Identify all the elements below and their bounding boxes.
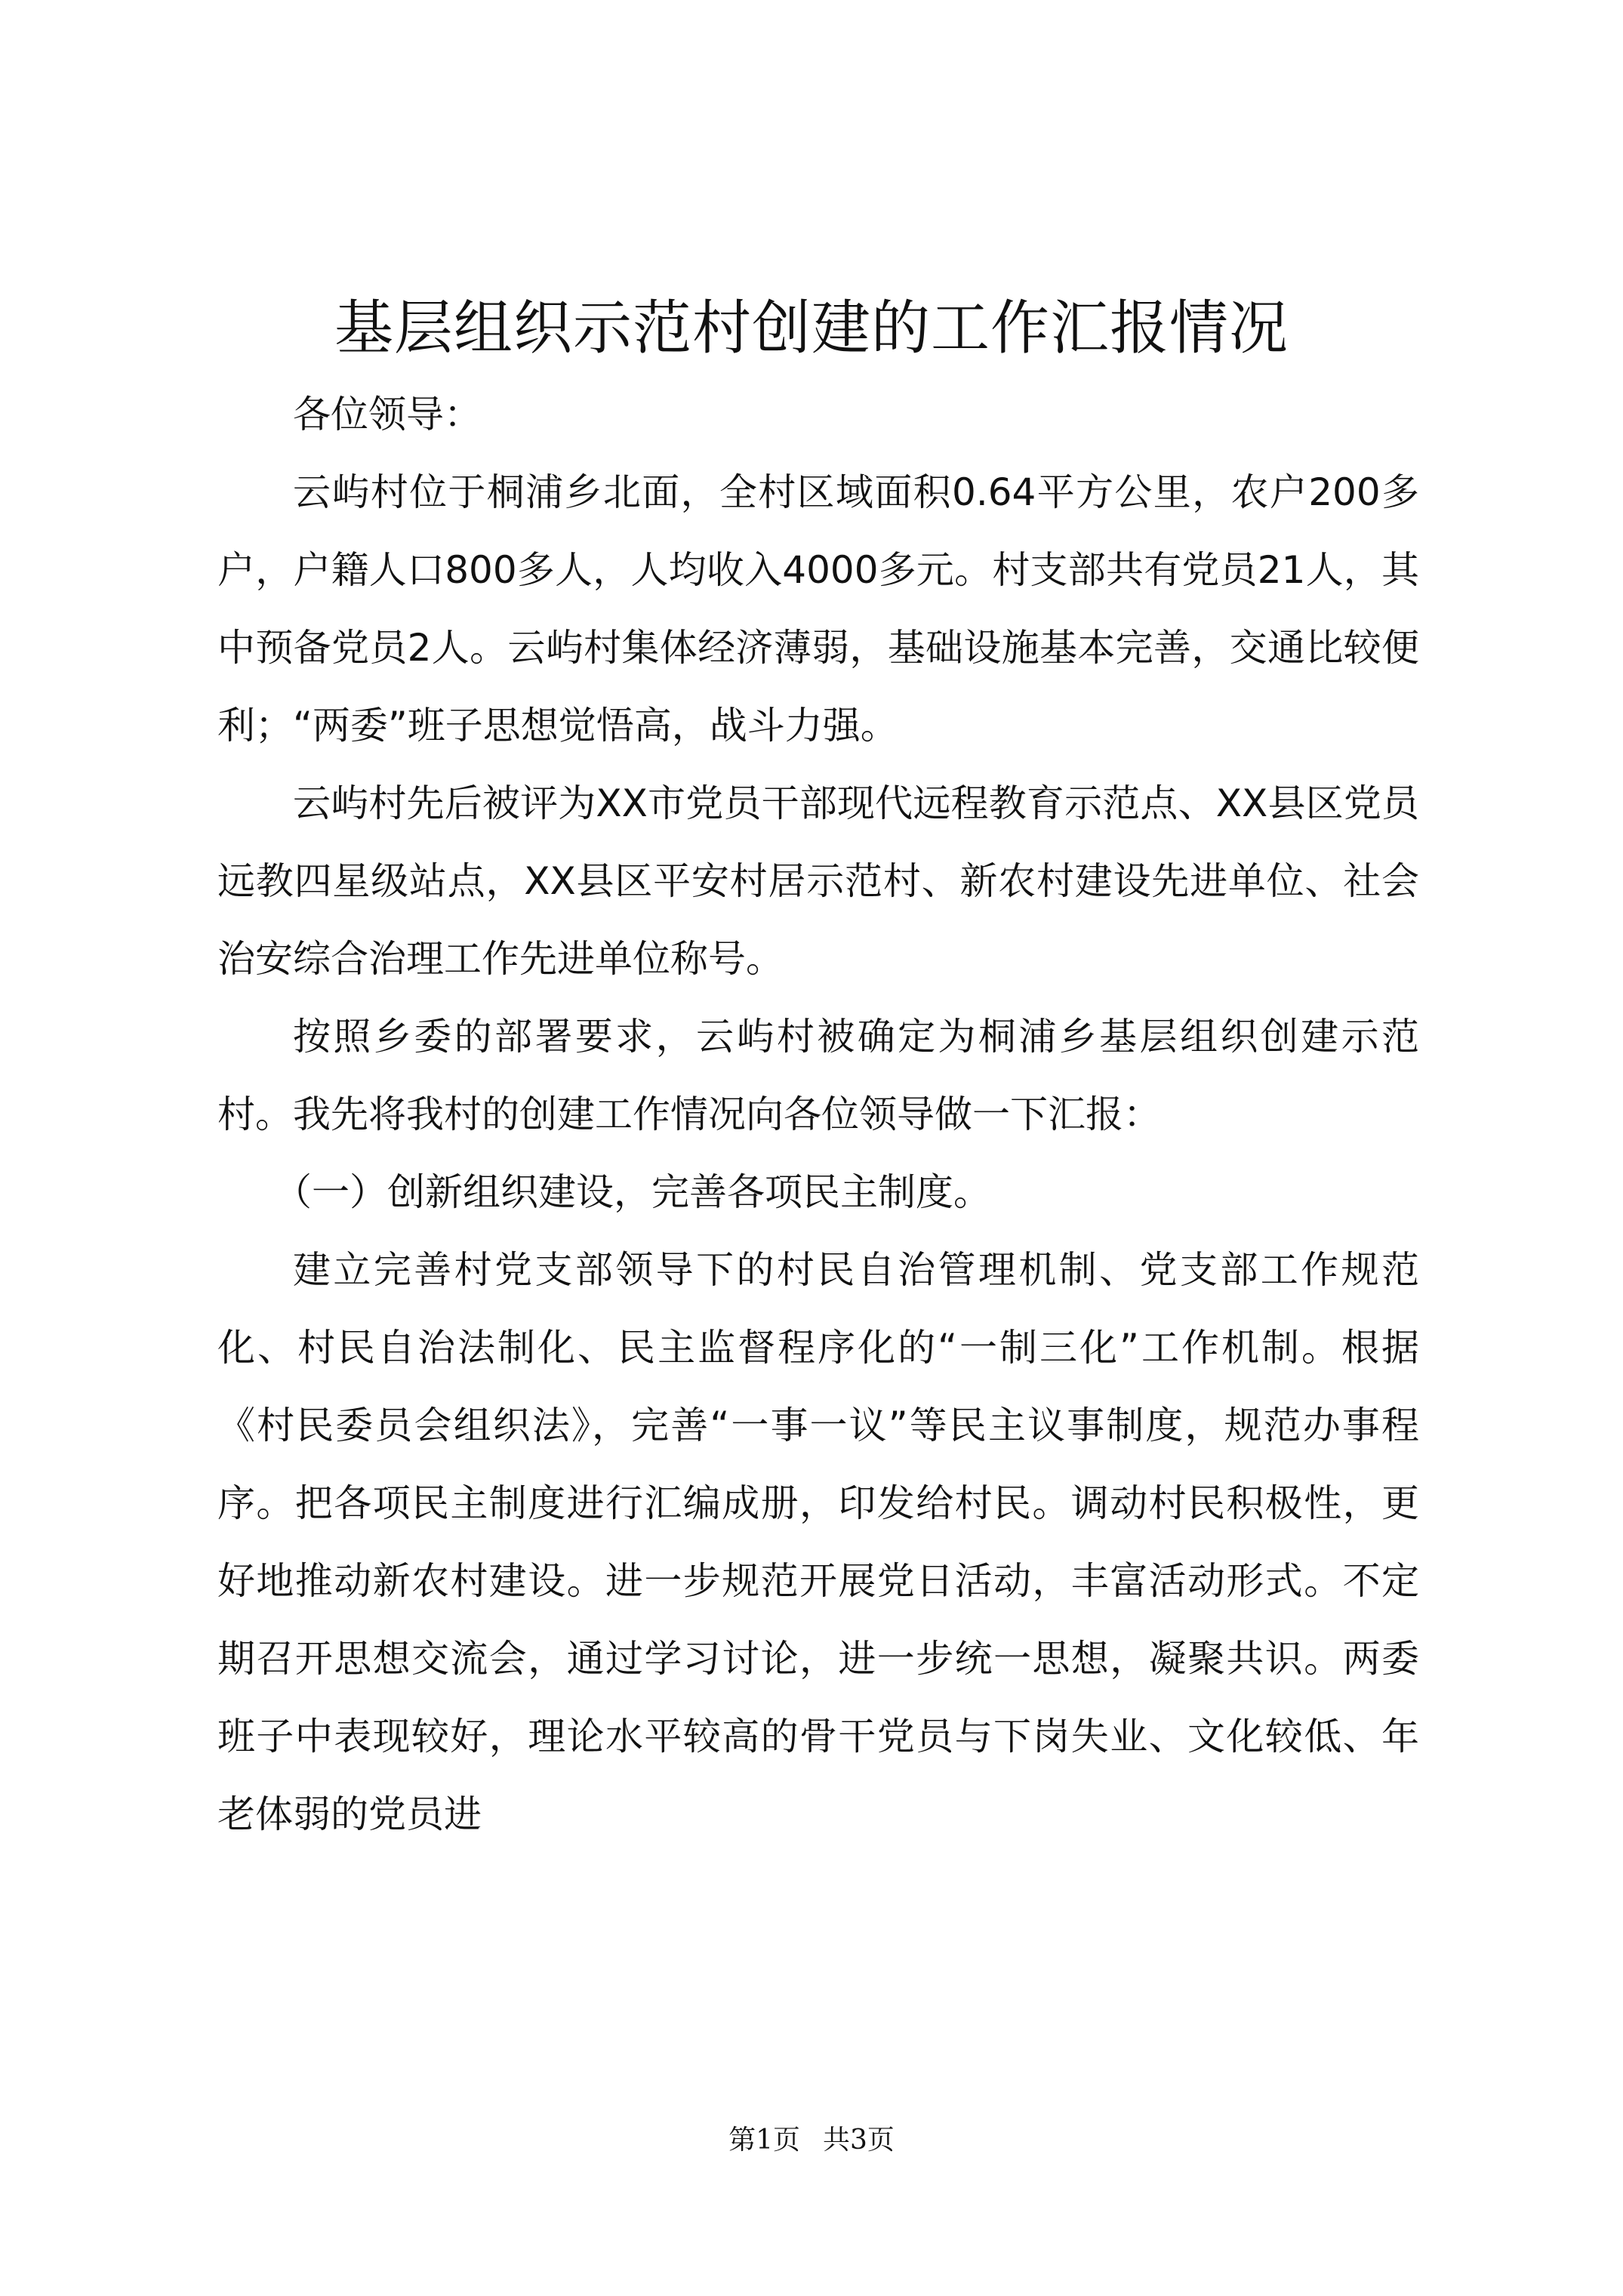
document-body xyxy=(217,376,1419,1854)
body-paragraph: 建立完善村党支部领导下的村民自治管理机制、党支部工作规范化、村民自治法制化、民主监督程序化的“一制三化”工作机制。根据《村民委员会组织法》，完善“一事一议”等民主议事制度，规范办事程序。把各项民主制度进行汇编成册，印发给村民。调动村民积极性，更好地推动新农村建设。进一步规范开展党日活动，丰富活动形式。不定期召开思想交流会，通过学习讨论，进一步统一思想，凝聚共识。两委班子中表现较好，理论水平较高的骨干党员与下岗失业、文化较低、年老体弱的党员进 xyxy=(217,1248,1419,1836)
page-number: 第1页 xyxy=(728,2125,800,2156)
salutation-paragraph: 各位领导： xyxy=(293,393,482,436)
section-heading: （一）创新组织建设，完善各项民主制度。 xyxy=(274,1170,991,1214)
document-title: 基层组织示范村创建的工作汇报情况 xyxy=(334,294,1289,362)
body-paragraph: 云屿村位于桐浦乡北面，全村区域面积0.64平方公里，农户200多户，户籍人口800多人，人均收入4000多元。村支部共有党员21人，其中预备党员2人。云屿村集体经济薄弱，基础设施基本完善，交通比较便利；“两委”班子思想觉悟高，战斗力强。 xyxy=(217,470,1419,747)
page-footer xyxy=(0,2122,1623,2159)
body-paragraph: 云屿村先后被评为XX市党员干部现代远程教育示范点、XX县区党员远教四星级站点，XX县区平安村居示范村、新农村建设先进单位、社会治安综合治理工作先进单位称号。 xyxy=(217,781,1419,981)
body-paragraph: 按照乡委的部署要求，云屿村被确定为桐浦乡基层组织创建示范村。我先将我村的创建工作情况向各位领导做一下汇报： xyxy=(217,1015,1419,1136)
page-total: 共3页 xyxy=(823,2125,895,2156)
